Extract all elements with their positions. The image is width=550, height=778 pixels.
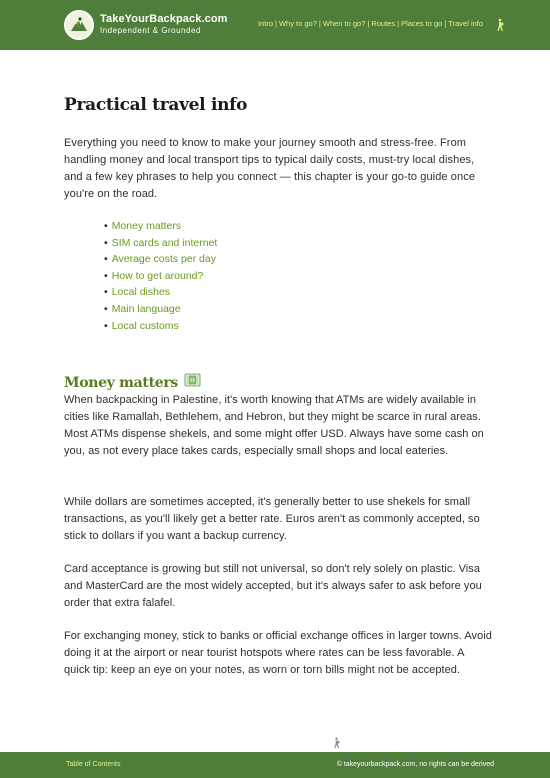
nav-intro[interactable]: Intro [258, 19, 274, 28]
page-title: Practical travel info [64, 95, 248, 115]
toc-link-average-costs[interactable]: Average costs per day [111, 253, 216, 266]
brand-tagline: Independent & Grounded [100, 26, 201, 35]
nav-separator: | [367, 19, 370, 28]
list-item [104, 235, 217, 252]
bullet: • [104, 302, 108, 315]
bullet: • [104, 319, 108, 332]
nav-separator: | [318, 19, 321, 28]
toc-link-local-customs[interactable]: Local customs [111, 319, 179, 332]
bullet: • [104, 220, 108, 232]
section-heading [64, 373, 201, 392]
money-paragraph-currency: While dollars are sometimes accepted, it's generally better to use shekels for small transactions, as you'll likely get a better rate. Euros aren't as commonly accepted, so stick to dollars if you want a backup currency. [64, 496, 480, 542]
bullet: • [104, 286, 108, 299]
page-header [0, 0, 550, 50]
nav-travel-info[interactable]: Travel info [448, 19, 484, 28]
nav-separator: | [275, 19, 277, 28]
nav-places-to-go[interactable]: Places to go [401, 19, 443, 28]
toc-link-money-matters[interactable]: Money matters [111, 220, 182, 232]
brand-name[interactable]: TakeYourBackpack.com [100, 13, 228, 25]
copyright-notice: © takeyourbackpack.com, no rights can be derived [336, 761, 494, 768]
nav-why-to-go[interactable]: Why to go? [278, 19, 317, 28]
backpacker-logo-icon[interactable] [64, 10, 94, 40]
bullet: • [104, 253, 108, 266]
money-paragraph-cards: Card acceptance is growing but still not universal, so don't rely solely on plastic. Visa and MasterCard are the most widely accepted, but it's always safer to ask before you order that extra falafel. [64, 563, 482, 609]
toc-link-sim-cards[interactable]: SIM cards and internet [111, 236, 218, 249]
list-item [104, 218, 217, 235]
svg-text:$: $ [191, 377, 194, 383]
nav-separator: | [397, 19, 400, 28]
list-item [104, 251, 217, 268]
money-paragraph-atms: When backpacking in Palestine, it's worth knowing that ATMs are widely available in cities like Ramallah, Bethlehem, and Hebron, but they might be scarce in rural areas. Most ATMs dispense shekels, and some might offer USD. Always have some cash on you, as not every place takes cards, especially small shops and local eateries. [64, 394, 484, 457]
table-of-contents-link[interactable]: Table of Contents [66, 761, 121, 768]
bullet: • [104, 236, 108, 249]
toc-link-get-around[interactable]: How to get around? [111, 269, 204, 282]
chapter-contents-list [104, 218, 217, 334]
list-item [104, 284, 217, 301]
hiker-icon [495, 18, 505, 37]
list-item [104, 318, 217, 335]
bullet: • [104, 269, 108, 282]
money-paragraph-exchange: For exchanging money, stick to banks or official exchange offices in larger towns. Avoid doing it at the airport or near tourist hotspots where rates can be less favorable. A quick tip: keep an eye on your notes, as worn or torn bills might not be accepted. [64, 630, 492, 676]
nav-when-to-go[interactable]: When to go? [322, 19, 366, 28]
toc-link-local-dishes[interactable]: Local dishes [111, 286, 171, 299]
money-bill-icon [184, 373, 201, 392]
top-navigation [258, 19, 483, 28]
list-item [104, 301, 217, 318]
section-title: Money matters [64, 374, 179, 391]
nav-routes[interactable]: Routes [371, 19, 396, 28]
intro-paragraph: Everything you need to know to make your journey smooth and stress-free. From handling money and local transport tips to typical daily costs, must-try local dishes, and a few key phrases to help you connect — this chapter is your go-to guide once you're on the road. [64, 137, 476, 200]
page-footer [0, 752, 550, 778]
nav-separator: | [444, 19, 447, 28]
list-item [104, 268, 217, 285]
toc-link-main-language[interactable]: Main language [111, 302, 181, 315]
